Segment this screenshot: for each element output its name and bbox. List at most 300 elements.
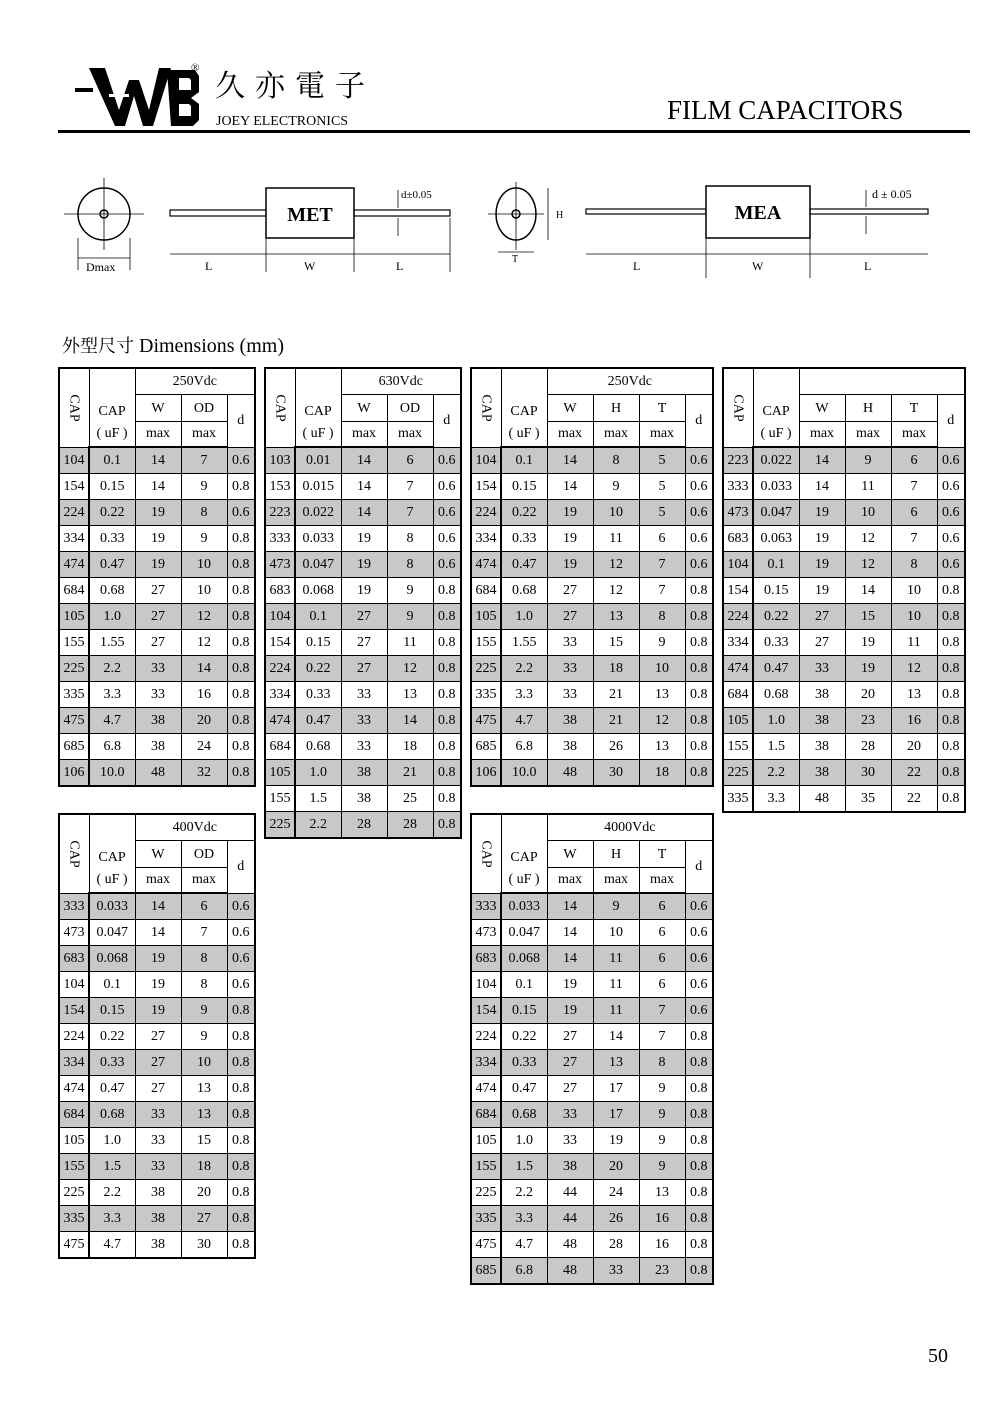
dim-header-h: H bbox=[845, 395, 891, 422]
table-row bbox=[471, 656, 713, 682]
table-cell: 475 bbox=[471, 708, 501, 734]
table-cell: 30 bbox=[181, 1232, 227, 1259]
table-cell: 0.8 bbox=[227, 1102, 255, 1128]
table-cell: 683 bbox=[59, 946, 89, 972]
table-cell: 16 bbox=[639, 1232, 685, 1258]
table-cell: 14 bbox=[181, 656, 227, 682]
table-cell: 10 bbox=[593, 920, 639, 946]
table-row bbox=[471, 578, 713, 604]
table-cell: 7 bbox=[639, 552, 685, 578]
table-cell: 27 bbox=[135, 1076, 181, 1102]
table-row bbox=[59, 682, 255, 708]
table-cell: 475 bbox=[59, 1232, 89, 1259]
table-cell: 0.22 bbox=[753, 604, 799, 630]
table-cell: 474 bbox=[723, 656, 753, 682]
table-cell: 38 bbox=[341, 760, 387, 786]
dimension-table-1 bbox=[58, 367, 256, 787]
table-cell: 18 bbox=[593, 656, 639, 682]
table-cell: 8 bbox=[387, 526, 433, 552]
table-cell: 0.15 bbox=[89, 998, 135, 1024]
table-cell: 0.68 bbox=[89, 1102, 135, 1128]
table-cell: 0.8 bbox=[227, 1180, 255, 1206]
table-row bbox=[471, 1050, 713, 1076]
dimension-table-4 bbox=[722, 367, 966, 813]
table-cell: 33 bbox=[547, 1128, 593, 1154]
table-cell: 27 bbox=[341, 630, 387, 656]
table-cell: 19 bbox=[341, 578, 387, 604]
table-cell: 11 bbox=[593, 946, 639, 972]
table-cell: 0.8 bbox=[685, 1050, 713, 1076]
table-cell: 225 bbox=[59, 1180, 89, 1206]
table-cell: 7 bbox=[639, 578, 685, 604]
table-cell: 6 bbox=[387, 447, 433, 474]
table-row bbox=[471, 552, 713, 578]
max-header: max bbox=[593, 868, 639, 894]
table-cell: 0.8 bbox=[685, 1076, 713, 1102]
table-cell: 3.3 bbox=[501, 682, 547, 708]
dim-header-w: W bbox=[135, 841, 181, 868]
table-row bbox=[265, 552, 461, 578]
cap-header: CAP bbox=[753, 395, 799, 422]
table-cell: 0.6 bbox=[937, 474, 965, 500]
cap-code-header: CAP bbox=[471, 368, 501, 447]
table-cell: 23 bbox=[845, 708, 891, 734]
mea-body-label: MEA bbox=[734, 202, 782, 224]
table-cell: 0.068 bbox=[295, 578, 341, 604]
table-cell: 27 bbox=[547, 604, 593, 630]
table-cell: 20 bbox=[181, 1180, 227, 1206]
table-cell: 48 bbox=[135, 760, 181, 787]
table-cell: 6 bbox=[639, 946, 685, 972]
cap-code-header: CAP bbox=[471, 814, 501, 893]
table-cell: 0.47 bbox=[501, 552, 547, 578]
table-cell: 154 bbox=[59, 474, 89, 500]
table-cell: 27 bbox=[135, 1024, 181, 1050]
table-cell: 44 bbox=[547, 1180, 593, 1206]
mea-w: W bbox=[752, 259, 764, 273]
table-row bbox=[265, 682, 461, 708]
table-cell: 7 bbox=[891, 474, 937, 500]
table-cell: 335 bbox=[471, 682, 501, 708]
table-cell: 7 bbox=[387, 500, 433, 526]
table-cell: 11 bbox=[845, 474, 891, 500]
table-cell: 27 bbox=[547, 1050, 593, 1076]
table-row bbox=[59, 972, 255, 998]
table-cell: 5 bbox=[639, 447, 685, 474]
company-name-en: JOEY ELECTRONICS bbox=[216, 114, 349, 129]
table-cell: 0.8 bbox=[433, 604, 461, 630]
table-cell: 0.8 bbox=[227, 1050, 255, 1076]
table-cell: 10 bbox=[639, 656, 685, 682]
table-cell: 154 bbox=[265, 630, 295, 656]
table-cell: 19 bbox=[547, 972, 593, 998]
table-cell: 335 bbox=[59, 682, 89, 708]
table-cell: 3.3 bbox=[89, 682, 135, 708]
table-cell: 0.22 bbox=[89, 500, 135, 526]
table-cell: 155 bbox=[265, 786, 295, 812]
table-cell: 0.8 bbox=[227, 656, 255, 682]
table-cell: 11 bbox=[593, 526, 639, 552]
table-cell: 38 bbox=[135, 1180, 181, 1206]
table-cell: 22 bbox=[891, 760, 937, 786]
table-cell: 21 bbox=[593, 708, 639, 734]
table-row bbox=[59, 920, 255, 946]
table-cell: 19 bbox=[547, 552, 593, 578]
table-cell: 21 bbox=[593, 682, 639, 708]
table-row bbox=[471, 526, 713, 552]
cap-code-header: CAP bbox=[59, 814, 89, 893]
table-cell: 105 bbox=[59, 1128, 89, 1154]
table-cell: 0.8 bbox=[685, 1206, 713, 1232]
table-cell: 0.8 bbox=[685, 1232, 713, 1258]
dim-header-od: OD bbox=[181, 841, 227, 868]
table-cell: 0.15 bbox=[753, 578, 799, 604]
table-cell: 27 bbox=[547, 1076, 593, 1102]
table-cell: 1.0 bbox=[501, 1128, 547, 1154]
table-cell: 10 bbox=[181, 1050, 227, 1076]
table-cell: 0.47 bbox=[753, 656, 799, 682]
table-row bbox=[471, 972, 713, 998]
table-row bbox=[265, 812, 461, 839]
table-cell: 684 bbox=[59, 578, 89, 604]
table-cell: 0.8 bbox=[937, 708, 965, 734]
max-header: max bbox=[639, 422, 685, 448]
dim-header-h: H bbox=[593, 841, 639, 868]
table-cell: 15 bbox=[845, 604, 891, 630]
table-cell: 27 bbox=[799, 604, 845, 630]
table-cell: 11 bbox=[593, 972, 639, 998]
table-cell: 3.3 bbox=[501, 1206, 547, 1232]
table-cell: 0.6 bbox=[937, 526, 965, 552]
table-cell: 0.033 bbox=[295, 526, 341, 552]
table-cell: 38 bbox=[135, 734, 181, 760]
table-cell: 14 bbox=[341, 500, 387, 526]
table-cell: 0.22 bbox=[501, 1024, 547, 1050]
table-cell: 14 bbox=[135, 920, 181, 946]
table-cell: 1.0 bbox=[89, 1128, 135, 1154]
table-cell: 13 bbox=[639, 1180, 685, 1206]
table-cell: 27 bbox=[135, 578, 181, 604]
table-cell: 38 bbox=[799, 682, 845, 708]
table-cell: 9 bbox=[845, 447, 891, 474]
table-row bbox=[59, 630, 255, 656]
table-cell: 19 bbox=[799, 578, 845, 604]
table-cell: 38 bbox=[547, 734, 593, 760]
table-cell: 104 bbox=[471, 447, 501, 474]
table-cell: 0.22 bbox=[89, 1024, 135, 1050]
table-cell: 683 bbox=[471, 946, 501, 972]
unit-header: ( uF ) bbox=[295, 422, 341, 448]
table-row bbox=[471, 734, 713, 760]
table-cell: 0.6 bbox=[227, 447, 255, 474]
table-cell: 13 bbox=[593, 604, 639, 630]
table-cell: 9 bbox=[181, 526, 227, 552]
document-title: FILM CAPACITORS bbox=[667, 95, 904, 125]
table-cell: 19 bbox=[135, 526, 181, 552]
table-cell: 14 bbox=[341, 447, 387, 474]
table-cell: 8 bbox=[639, 1050, 685, 1076]
table-row bbox=[471, 920, 713, 946]
table-cell: 7 bbox=[639, 1024, 685, 1050]
table-cell: 24 bbox=[593, 1180, 639, 1206]
table-row bbox=[59, 1050, 255, 1076]
mea-end-view bbox=[488, 182, 563, 265]
table-row bbox=[59, 1128, 255, 1154]
table-cell: 9 bbox=[387, 578, 433, 604]
table-cell: 48 bbox=[547, 1258, 593, 1285]
voltage-header: 250Vdc bbox=[135, 368, 255, 395]
table-cell: 105 bbox=[471, 604, 501, 630]
table-cell: 14 bbox=[341, 474, 387, 500]
registered-mark: ® bbox=[191, 62, 200, 74]
table-cell: 0.68 bbox=[295, 734, 341, 760]
table-cell: 0.8 bbox=[937, 682, 965, 708]
table-cell: 9 bbox=[181, 474, 227, 500]
cap-header: CAP bbox=[501, 841, 547, 868]
max-header: max bbox=[799, 422, 845, 448]
table-row bbox=[265, 500, 461, 526]
blank-header bbox=[753, 368, 799, 395]
table-cell: 14 bbox=[799, 447, 845, 474]
table-cell: 684 bbox=[59, 1102, 89, 1128]
table-cell: 334 bbox=[471, 526, 501, 552]
table-cell: 33 bbox=[135, 1128, 181, 1154]
table-cell: 27 bbox=[341, 604, 387, 630]
table-cell: 3.3 bbox=[753, 786, 799, 813]
dim-header-od: OD bbox=[181, 395, 227, 422]
table-cell: 0.33 bbox=[753, 630, 799, 656]
table-cell: 0.8 bbox=[227, 526, 255, 552]
table-cell: 0.33 bbox=[89, 526, 135, 552]
table-cell: 12 bbox=[639, 708, 685, 734]
table-cell: 0.6 bbox=[685, 998, 713, 1024]
table-cell: 38 bbox=[799, 734, 845, 760]
table-row bbox=[59, 998, 255, 1024]
table-row bbox=[59, 946, 255, 972]
table-cell: 0.6 bbox=[685, 972, 713, 998]
dimensions-heading-en: Dimensions (mm) bbox=[139, 335, 284, 357]
table-cell: 333 bbox=[723, 474, 753, 500]
page-number: 50 bbox=[928, 1345, 948, 1367]
table-cell: 19 bbox=[341, 526, 387, 552]
table-cell: 33 bbox=[547, 1102, 593, 1128]
table-cell: 0.1 bbox=[89, 972, 135, 998]
table-row bbox=[471, 1180, 713, 1206]
table-cell: 9 bbox=[181, 1024, 227, 1050]
table-cell: 19 bbox=[799, 552, 845, 578]
table-cell: 474 bbox=[265, 708, 295, 734]
table-cell: 224 bbox=[723, 604, 753, 630]
max-header: max bbox=[547, 422, 593, 448]
table-cell: 27 bbox=[135, 1050, 181, 1076]
table-cell: 11 bbox=[387, 630, 433, 656]
table-row bbox=[59, 1154, 255, 1180]
table-cell: 0.8 bbox=[227, 1024, 255, 1050]
table-cell: 12 bbox=[181, 604, 227, 630]
table-cell: 0.68 bbox=[501, 578, 547, 604]
table-cell: 2.2 bbox=[501, 656, 547, 682]
table-cell: 5 bbox=[639, 474, 685, 500]
table-row bbox=[59, 1206, 255, 1232]
table-cell: 0.8 bbox=[937, 630, 965, 656]
table-cell: 14 bbox=[547, 474, 593, 500]
table-cell: 19 bbox=[135, 500, 181, 526]
table-cell: 106 bbox=[59, 760, 89, 787]
table-row bbox=[471, 893, 713, 920]
table-cell: 28 bbox=[387, 812, 433, 839]
company-logo bbox=[75, 62, 200, 128]
table-cell: 335 bbox=[723, 786, 753, 813]
max-header: max bbox=[891, 422, 937, 448]
table-cell: 0.063 bbox=[753, 526, 799, 552]
table-cell: 25 bbox=[387, 786, 433, 812]
table-cell: 223 bbox=[723, 447, 753, 474]
table-cell: 684 bbox=[723, 682, 753, 708]
table-cell: 155 bbox=[59, 1154, 89, 1180]
table-cell: 12 bbox=[845, 526, 891, 552]
table-cell: 20 bbox=[593, 1154, 639, 1180]
table-cell: 19 bbox=[135, 972, 181, 998]
max-header: max bbox=[135, 422, 181, 448]
table-cell: 30 bbox=[593, 760, 639, 787]
table-cell: 1.5 bbox=[753, 734, 799, 760]
max-header: max bbox=[593, 422, 639, 448]
table-cell: 104 bbox=[265, 604, 295, 630]
table-cell: 2.2 bbox=[753, 760, 799, 786]
table-cell: 19 bbox=[845, 630, 891, 656]
table-row bbox=[59, 500, 255, 526]
table-cell: 474 bbox=[59, 552, 89, 578]
table-row bbox=[59, 526, 255, 552]
table-cell: 0.8 bbox=[685, 1024, 713, 1050]
table-cell: 1.0 bbox=[753, 708, 799, 734]
table-cell: 153 bbox=[265, 474, 295, 500]
table-cell: 14 bbox=[547, 920, 593, 946]
table-cell: 0.8 bbox=[227, 1154, 255, 1180]
table-row bbox=[471, 604, 713, 630]
table-cell: 9 bbox=[639, 1102, 685, 1128]
header-divider bbox=[58, 130, 970, 133]
cap-header: CAP bbox=[89, 841, 135, 868]
table-cell: 13 bbox=[181, 1102, 227, 1128]
table-cell: 0.8 bbox=[227, 630, 255, 656]
table-cell: 6 bbox=[639, 972, 685, 998]
table-cell: 20 bbox=[891, 734, 937, 760]
mea-d-tolerance: d ± 0.05 bbox=[872, 187, 912, 201]
table-row bbox=[723, 682, 965, 708]
table-cell: 33 bbox=[593, 1258, 639, 1285]
table-row bbox=[265, 474, 461, 500]
table-cell: 0.01 bbox=[295, 447, 341, 474]
table-cell: 0.8 bbox=[433, 786, 461, 812]
table-cell: 0.8 bbox=[685, 682, 713, 708]
table-cell: 33 bbox=[135, 682, 181, 708]
table-cell: 1.0 bbox=[89, 604, 135, 630]
table-cell: 10 bbox=[181, 578, 227, 604]
table-cell: 0.8 bbox=[227, 474, 255, 500]
table-cell: 13 bbox=[181, 1076, 227, 1102]
dmax-label: Dmax bbox=[86, 260, 116, 274]
voltage-header: 250Vdc bbox=[547, 368, 713, 395]
table-cell: 28 bbox=[593, 1232, 639, 1258]
table-cell: 6.8 bbox=[89, 734, 135, 760]
table-cell: 38 bbox=[799, 760, 845, 786]
table-cell: 0.1 bbox=[501, 447, 547, 474]
table-cell: 1.0 bbox=[501, 604, 547, 630]
met-body-label: MET bbox=[287, 204, 333, 226]
cap-header: CAP bbox=[501, 395, 547, 422]
table-cell: 0.1 bbox=[501, 972, 547, 998]
table-cell: 33 bbox=[135, 1154, 181, 1180]
table-cell: 4.7 bbox=[89, 1232, 135, 1259]
dimensions-heading-cn: 外型尺寸 bbox=[62, 336, 134, 357]
table-cell: 154 bbox=[471, 474, 501, 500]
table-cell: 33 bbox=[341, 734, 387, 760]
table-cell: 0.47 bbox=[295, 708, 341, 734]
cap-code-header: CAP bbox=[723, 368, 753, 447]
table-cell: 0.1 bbox=[295, 604, 341, 630]
table-row bbox=[471, 1128, 713, 1154]
table-cell: 4.7 bbox=[501, 1232, 547, 1258]
table-cell: 0.6 bbox=[685, 500, 713, 526]
table-cell: 28 bbox=[845, 734, 891, 760]
dim-header-h: H bbox=[593, 395, 639, 422]
table-row bbox=[59, 1102, 255, 1128]
table-cell: 0.8 bbox=[937, 760, 965, 786]
table-cell: 13 bbox=[639, 734, 685, 760]
dim-header-t: T bbox=[639, 395, 685, 422]
table-cell: 0.8 bbox=[433, 630, 461, 656]
dimension-table-3 bbox=[470, 367, 714, 787]
table-cell: 0.8 bbox=[433, 656, 461, 682]
table-cell: 19 bbox=[547, 998, 593, 1024]
table-cell: 685 bbox=[471, 1258, 501, 1285]
dim-header-t: T bbox=[639, 841, 685, 868]
table-row bbox=[723, 578, 965, 604]
table-cell: 38 bbox=[547, 1154, 593, 1180]
table-cell: 0.15 bbox=[501, 998, 547, 1024]
dim-header-w: W bbox=[135, 395, 181, 422]
table-cell: 13 bbox=[593, 1050, 639, 1076]
table-cell: 4.7 bbox=[501, 708, 547, 734]
table-cell: 224 bbox=[471, 500, 501, 526]
table-cell: 6 bbox=[891, 500, 937, 526]
table-cell: 14 bbox=[593, 1024, 639, 1050]
table-cell: 19 bbox=[845, 656, 891, 682]
table-cell: 2.2 bbox=[89, 1180, 135, 1206]
blank-header bbox=[501, 368, 547, 395]
table-cell: 0.68 bbox=[753, 682, 799, 708]
table-cell: 0.8 bbox=[685, 1180, 713, 1206]
table-cell: 30 bbox=[845, 760, 891, 786]
table-cell: 33 bbox=[135, 656, 181, 682]
table-cell: 3.3 bbox=[89, 1206, 135, 1232]
table-cell: 0.8 bbox=[227, 552, 255, 578]
table-row bbox=[471, 1232, 713, 1258]
table-cell: 0.6 bbox=[227, 946, 255, 972]
table-cell: 27 bbox=[547, 1024, 593, 1050]
table-cell: 475 bbox=[59, 708, 89, 734]
table-cell: 38 bbox=[547, 708, 593, 734]
table-cell: 0.022 bbox=[295, 500, 341, 526]
table-cell: 0.8 bbox=[937, 604, 965, 630]
table-cell: 104 bbox=[59, 972, 89, 998]
lead-diameter-header: d bbox=[227, 841, 255, 894]
table-cell: 8 bbox=[593, 447, 639, 474]
table-cell: 0.1 bbox=[89, 447, 135, 474]
dim-header-t: T bbox=[891, 395, 937, 422]
table-row bbox=[59, 447, 255, 474]
